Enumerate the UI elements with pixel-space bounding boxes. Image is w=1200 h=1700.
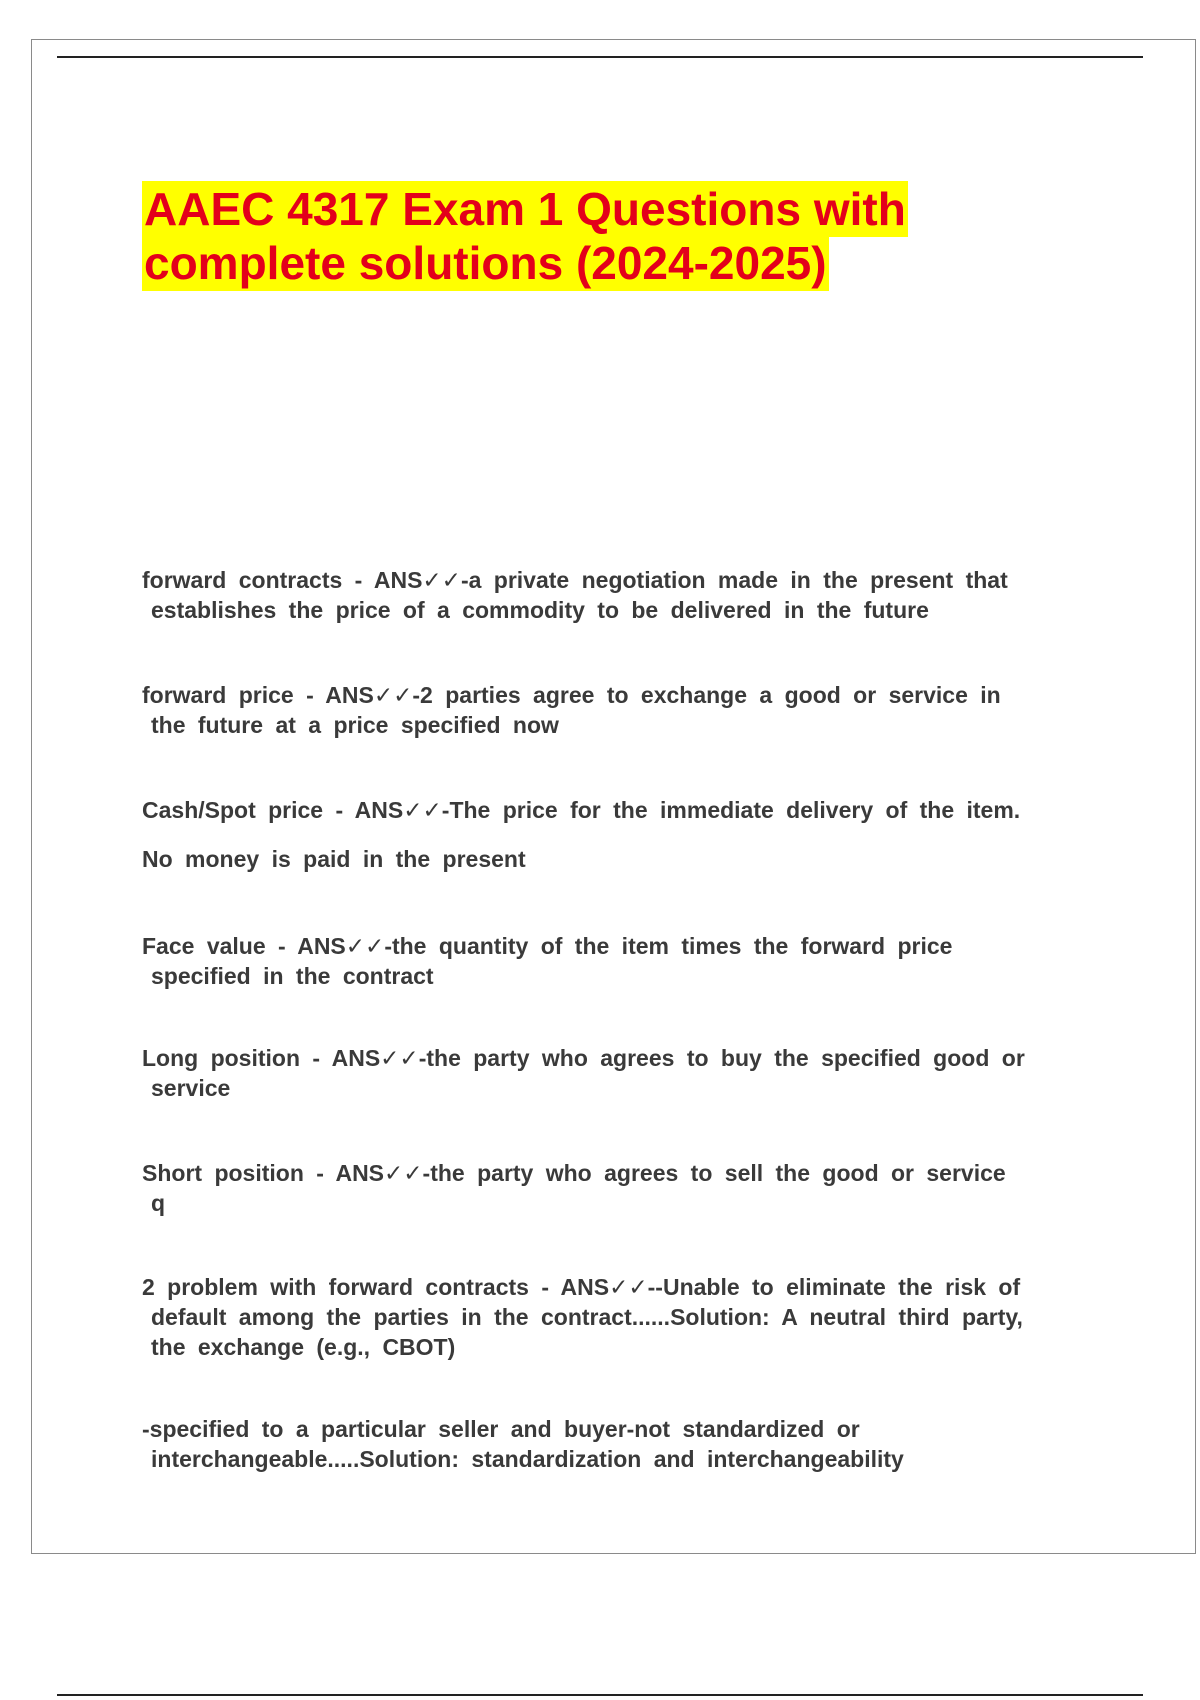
qa-entry-line: Long position - ANS✓✓-the party who agrees to buy the specified good or: [142, 1045, 1025, 1071]
document-title: [142, 182, 942, 290]
qa-entry-line: forward price - ANS✓✓-2 parties agree to exchange a good or service in: [142, 682, 1001, 708]
qa-entry-line: Cash/Spot price - ANS✓✓-The price for the immediate delivery of the item.: [142, 797, 1021, 823]
qa-entry-line: interchangeable.....Solution: standardization and interchangeability: [151, 1446, 904, 1472]
qa-entry-cash-spot-price: [142, 795, 1092, 874]
qa-entry-line: Face value - ANS✓✓-the quantity of the item times the forward price: [142, 933, 953, 959]
title-line-2: complete solutions (2024-2025): [144, 237, 827, 289]
qa-entry-line: -specified to a particular seller and buyer-not standardized or: [142, 1416, 860, 1442]
qa-entry-forward-contract-problems: [142, 1272, 1092, 1362]
qa-entry-line: forward contracts - ANS✓✓-a private negotiation made in the present that: [142, 567, 1008, 593]
qa-entry-standardization: [142, 1414, 1092, 1474]
qa-entry-line: 2 problem with forward contracts - ANS✓✓--Unable to eliminate the risk of: [142, 1274, 1021, 1300]
bottom-rule: [57, 1694, 1143, 1696]
qa-entry-face-value: [142, 931, 1092, 991]
qa-entry-forward-price: [142, 680, 1092, 740]
qa-entry-line: Short position - ANS✓✓-the party who agrees to sell the good or service: [142, 1160, 1006, 1186]
title-line-1: AAEC 4317 Exam 1 Questions with: [144, 183, 906, 235]
qa-entry-line: default among the parties in the contract......Solution: A neutral third party,: [151, 1304, 1023, 1330]
qa-entry-forward-contracts: [142, 565, 1092, 625]
qa-entry-line: No money is paid in the present: [142, 846, 526, 872]
qa-entry-long-position: [142, 1043, 1092, 1103]
qa-entry-line: the exchange (e.g., CBOT): [151, 1334, 456, 1360]
qa-entry-short-position: [142, 1158, 1092, 1218]
qa-entry-line: specified in the contract: [151, 963, 434, 989]
qa-entry-line: establishes the price of a commodity to be delivered in the future: [151, 597, 929, 623]
top-rule: [57, 56, 1143, 58]
qa-entry-line: service: [151, 1075, 231, 1101]
qa-entry-line: the future at a price specified now: [151, 712, 559, 738]
qa-entry-line: q: [151, 1190, 166, 1216]
